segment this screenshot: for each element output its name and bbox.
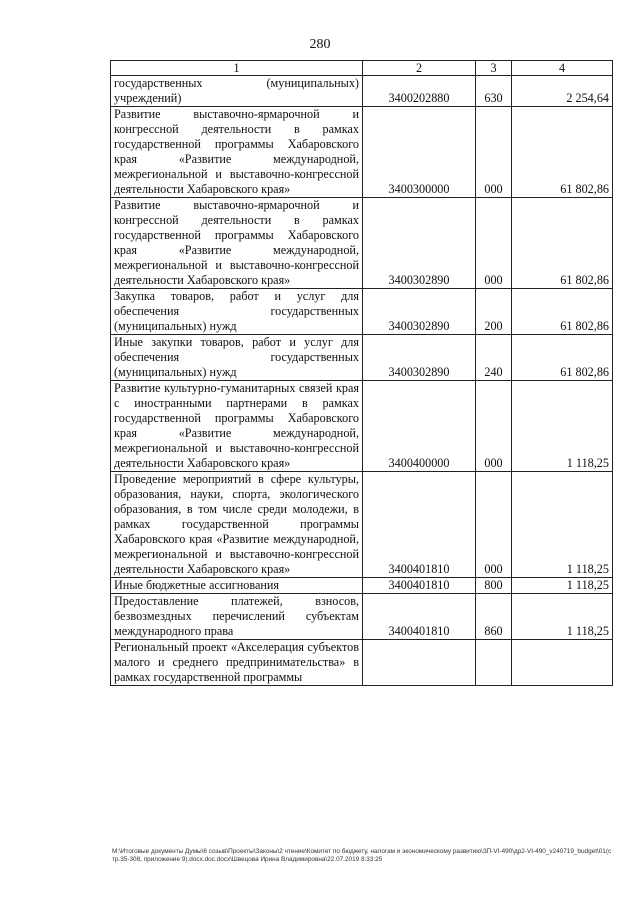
document-path-footer: M:\Итоговые документы Думы\6 созыв\Проекты\Законы\2 чтение\Комитет по бюджету, налогам и экономическому развитию\ЗП-VI-490\др2-VI-490_v240719_budget\01(стр.35-308, приложение 9).docx.doc.docx\Швецова Ирина Владимировна\22.07.2019 8:33:25 bbox=[112, 848, 612, 863]
table-row bbox=[111, 76, 613, 107]
row-code: 3400401810 bbox=[363, 578, 476, 594]
row-code: 3400202880 bbox=[363, 76, 476, 107]
row-type: 860 bbox=[476, 594, 512, 640]
row-code: 3400401810 bbox=[363, 594, 476, 640]
header-col-2: 2 bbox=[363, 61, 476, 76]
row-amount: 1 118,25 bbox=[512, 381, 613, 472]
table-row bbox=[111, 381, 613, 472]
row-type: 630 bbox=[476, 76, 512, 107]
row-code: 3400300000 bbox=[363, 107, 476, 198]
row-amount: 1 118,25 bbox=[512, 594, 613, 640]
row-amount bbox=[512, 640, 613, 686]
page-number: 280 bbox=[309, 37, 331, 52]
row-amount: 61 802,86 bbox=[512, 198, 613, 289]
table-row bbox=[111, 594, 613, 640]
row-code: 3400302890 bbox=[363, 198, 476, 289]
row-name: Развитие выставочно-ярмарочной и конгрессной деятельности в рамках государственной программы Хабаровского края «Развитие международной, межрегиональной и выставочно-конгрессной деятельности Хабаровского края» bbox=[111, 107, 363, 198]
row-code: 3400400000 bbox=[363, 381, 476, 472]
row-type: 200 bbox=[476, 289, 512, 335]
row-type: 000 bbox=[476, 381, 512, 472]
row-name: Региональный проект «Акселерация субъектов малого и среднего предпринимательства» в рамках государственной программы bbox=[111, 640, 363, 686]
table-row bbox=[111, 640, 613, 686]
row-type: 800 bbox=[476, 578, 512, 594]
table-row bbox=[111, 107, 613, 198]
row-code bbox=[363, 640, 476, 686]
table-row bbox=[111, 335, 613, 381]
row-name: Проведение мероприятий в сфере культуры, образования, науки, спорта, экологического образования, в том числе среди молодежи, в рамках государственной программы Хабаровского края «Развитие международной, межрегиональной и выставочно-конгрессной деятельности Хабаровского края» bbox=[111, 472, 363, 578]
row-name: государственных (муниципальных) учреждений) bbox=[111, 76, 363, 107]
row-type: 000 bbox=[476, 472, 512, 578]
row-amount: 61 802,86 bbox=[512, 107, 613, 198]
header-col-4: 4 bbox=[512, 61, 613, 76]
row-name: Развитие выставочно-ярмарочной и конгрессной деятельности в рамках государственной программы Хабаровского края «Развитие международной, межрегиональной и выставочно-конгрессной деятельности Хабаровского края» bbox=[111, 198, 363, 289]
table-row bbox=[111, 198, 613, 289]
row-type: 000 bbox=[476, 107, 512, 198]
table-row bbox=[111, 578, 613, 594]
row-name: Предоставление платежей, взносов, безвозмездных перечислений субъектам международного права bbox=[111, 594, 363, 640]
row-type bbox=[476, 640, 512, 686]
row-amount: 2 254,64 bbox=[512, 76, 613, 107]
table-row bbox=[111, 289, 613, 335]
row-amount: 61 802,86 bbox=[512, 335, 613, 381]
table-header-row bbox=[111, 61, 613, 76]
row-name: Развитие культурно-гуманитарных связей края с иностранными партнерами в рамках государственной программы Хабаровского края «Развитие международной, межрегиональной и выставочно-конгрессной деятельности Хабаровского края» bbox=[111, 381, 363, 472]
row-name: Иные закупки товаров, работ и услуг для обеспечения государственных (муниципальных) нужд bbox=[111, 335, 363, 381]
row-code: 3400302890 bbox=[363, 289, 476, 335]
row-type: 000 bbox=[476, 198, 512, 289]
header-col-1: 1 bbox=[111, 61, 363, 76]
row-code: 3400401810 bbox=[363, 472, 476, 578]
budget-table bbox=[110, 60, 613, 686]
row-type: 240 bbox=[476, 335, 512, 381]
row-amount: 61 802,86 bbox=[512, 289, 613, 335]
table-row bbox=[111, 472, 613, 578]
header-col-3: 3 bbox=[476, 61, 512, 76]
row-name: Иные бюджетные ассигнования bbox=[111, 578, 363, 594]
row-code: 3400302890 bbox=[363, 335, 476, 381]
row-amount: 1 118,25 bbox=[512, 578, 613, 594]
row-amount: 1 118,25 bbox=[512, 472, 613, 578]
row-name: Закупка товаров, работ и услуг для обеспечения государственных (муниципальных) нужд bbox=[111, 289, 363, 335]
